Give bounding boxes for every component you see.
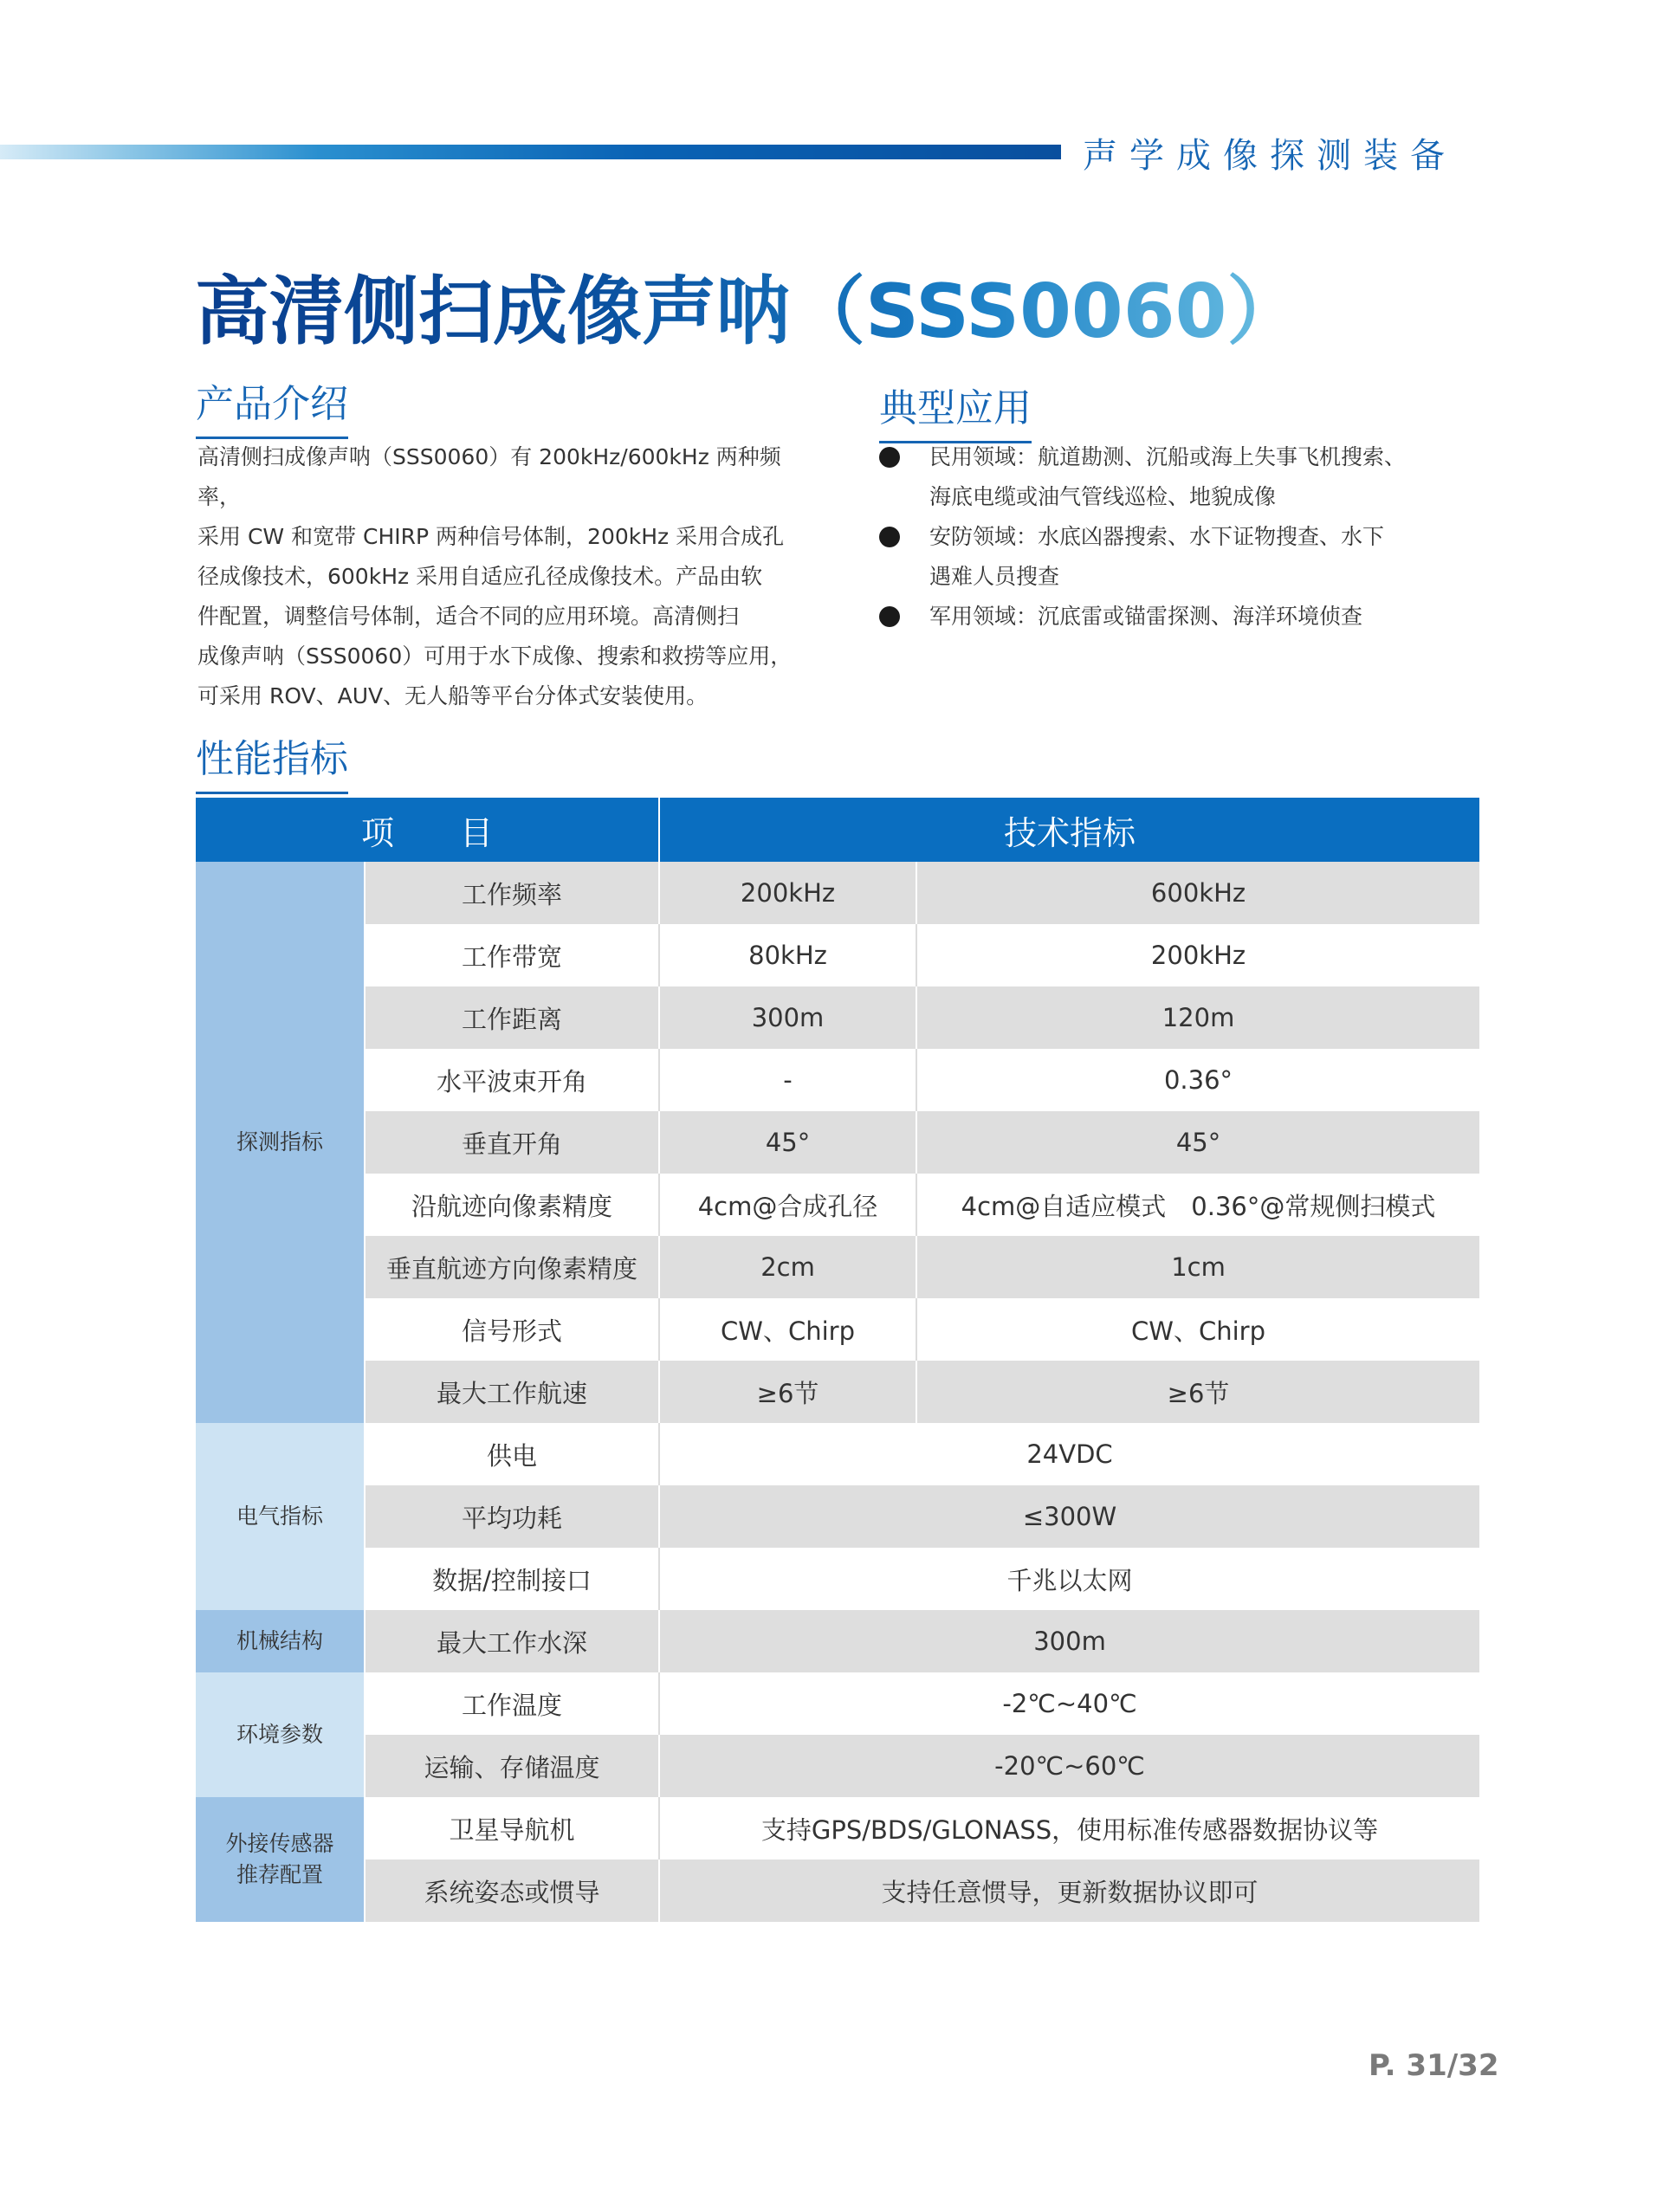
item-cell: 垂直开角 [365, 1111, 659, 1174]
performance-heading: 性能指标 [196, 728, 348, 794]
item-cell: 平均功耗 [365, 1485, 659, 1548]
intro-heading: 产品介绍 [196, 372, 348, 439]
value-cell: 300m [659, 1610, 1479, 1672]
page-number: P. 31/32 [1369, 2048, 1499, 2083]
table-row [196, 1485, 1479, 1548]
item-cell: 数据/控制接口 [365, 1548, 659, 1610]
group-environment: 环境参数 [196, 1672, 365, 1797]
header-spec: 技术指标 [659, 798, 1479, 862]
header-item: 项 目 [196, 798, 659, 862]
value-cell: 200kHz [659, 862, 916, 924]
item-cell: 工作距离 [365, 986, 659, 1049]
spec-table [196, 798, 1479, 1922]
table-row [196, 1423, 1479, 1485]
intro-line: 高清侧扫成像声呐（SSS0060）有 200kHz/600kHz 两种频率， [197, 444, 781, 509]
value-cell: 45° [659, 1111, 916, 1174]
table-row [196, 1049, 1479, 1111]
value-cell: 4cm@自适应模式 0.36°@常规侧扫模式 [916, 1174, 1479, 1236]
applications-list [879, 437, 1503, 637]
value-cell: CW、Chirp [916, 1298, 1479, 1361]
page-title: 高清侧扫成像声呐（SSS0060） [195, 251, 1301, 359]
value-cell: 45° [916, 1111, 1479, 1174]
application-line: 海底电缆或油气管线巡检、地貌成像 [929, 484, 1277, 509]
value-cell: ≥6节 [659, 1361, 916, 1423]
value-cell: 2cm [659, 1236, 916, 1298]
group-electrical: 电气指标 [196, 1423, 365, 1610]
item-cell: 运输、存储温度 [365, 1735, 659, 1797]
item-cell: 信号形式 [365, 1298, 659, 1361]
table-row [196, 1860, 1479, 1922]
value-cell: ≥6节 [916, 1361, 1479, 1423]
value-cell: 支持任意惯导，更新数据协议即可 [659, 1860, 1479, 1922]
value-cell: 0.36° [916, 1049, 1479, 1111]
value-cell: ≤300W [659, 1485, 1479, 1548]
item-cell: 系统姿态或惯导 [365, 1860, 659, 1922]
value-cell: -20℃~60℃ [659, 1735, 1479, 1797]
table-row [196, 924, 1479, 986]
intro-line: 采用 CW 和宽带 CHIRP 两种信号体制，200kHz 采用合成孔 [197, 524, 785, 549]
table-row [196, 1672, 1479, 1735]
value-cell: -2℃~40℃ [659, 1672, 1479, 1735]
value-cell: 80kHz [659, 924, 916, 986]
value-cell: 600kHz [916, 862, 1479, 924]
table-row [196, 1548, 1479, 1610]
list-item [879, 437, 1503, 517]
value-cell: 1cm [916, 1236, 1479, 1298]
application-line: 遇难人员搜查 [929, 564, 1060, 589]
table-row [196, 1361, 1479, 1423]
table-row [196, 1298, 1479, 1361]
applications-heading: 典型应用 [879, 377, 1032, 443]
item-cell: 工作频率 [365, 862, 659, 924]
table-header-row [196, 798, 1479, 862]
table-row [196, 1174, 1479, 1236]
intro-line: 成像声呐（SSS0060）可用于水下成像、搜索和救捞等应用， [197, 644, 793, 669]
table-row [196, 1610, 1479, 1672]
table-row [196, 1111, 1479, 1174]
table-row [196, 1797, 1479, 1860]
intro-line: 件配置，调整信号体制，适合不同的应用环境。高清侧扫 [197, 604, 740, 629]
section-tag: 声学成像探测装备 [1083, 136, 1457, 176]
group-sensor-line: 外接传感器 [225, 1831, 334, 1856]
intro-line: 可采用 ROV、AUV、无人船等平台分体式安装使用。 [197, 683, 709, 708]
table-row [196, 1735, 1479, 1797]
item-cell: 卫星导航机 [365, 1797, 659, 1860]
value-cell: 24VDC [659, 1423, 1479, 1485]
value-cell: 300m [659, 986, 916, 1049]
value-cell: 200kHz [916, 924, 1479, 986]
table-row [196, 1236, 1479, 1298]
item-cell: 最大工作航速 [365, 1361, 659, 1423]
intro-paragraph [197, 437, 821, 716]
item-cell: 水平波束开角 [365, 1049, 659, 1111]
bullet-icon [879, 527, 900, 547]
item-cell: 供电 [365, 1423, 659, 1485]
header-accent-bar [0, 145, 1061, 159]
item-cell: 工作温度 [365, 1672, 659, 1735]
table-row [196, 986, 1479, 1049]
value-cell: CW、Chirp [659, 1298, 916, 1361]
group-detection: 探测指标 [196, 862, 365, 1423]
group-mechanical: 机械结构 [196, 1610, 365, 1672]
application-line: 安防领域：水底凶器搜索、水下证物搜查、水下 [929, 524, 1385, 549]
group-sensor [196, 1797, 365, 1922]
value-cell: - [659, 1049, 916, 1111]
value-cell: 4cm@合成孔径 [659, 1174, 916, 1236]
value-cell: 120m [916, 986, 1479, 1049]
list-item [879, 517, 1503, 597]
application-line: 军用领域：沉底雷或锚雷探测、海洋环境侦查 [929, 604, 1363, 629]
item-cell: 最大工作水深 [365, 1610, 659, 1672]
application-line: 民用领域：航道勘测、沉船或海上失事飞机搜索、 [929, 444, 1407, 469]
list-item [879, 597, 1503, 637]
item-cell: 垂直航迹方向像素精度 [365, 1236, 659, 1298]
intro-line: 径成像技术，600kHz 采用自适应孔径成像技术。产品由软 [197, 564, 763, 589]
value-cell: 千兆以太网 [659, 1548, 1479, 1610]
bullet-icon [879, 606, 900, 627]
value-cell: 支持GPS/BDS/GLONASS，使用标准传感器数据协议等 [659, 1797, 1479, 1860]
item-cell: 沿航迹向像素精度 [365, 1174, 659, 1236]
group-sensor-line: 推荐配置 [236, 1862, 323, 1887]
table-row [196, 862, 1479, 924]
item-cell: 工作带宽 [365, 924, 659, 986]
bullet-icon [879, 447, 900, 468]
